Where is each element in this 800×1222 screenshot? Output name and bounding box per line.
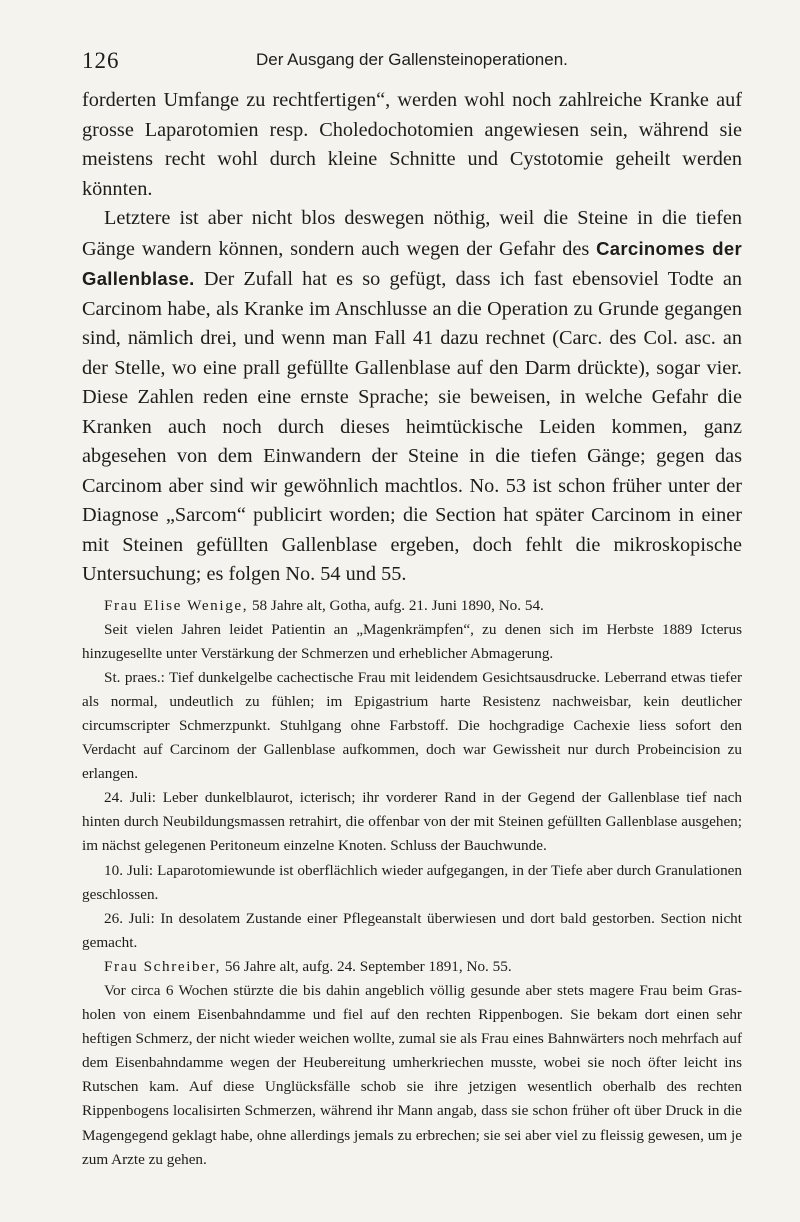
case-54-operation: 24. Juli: Leber dunkelblaurot, icterisch; ihr vorderer Rand in der Gegend der Gallenblase tief nach hinten durch Neubildungsmassen retrahirt, die offenbar von der mit Steinen gefüllten Gallenblase ausgehen; im nächst gelegenen Peritoneum einzelne Knoten. Schluss der Bauchwunde. <box>82 789 742 855</box>
case-reports <box>82 594 742 1172</box>
page-header <box>82 48 742 78</box>
paragraph-text: Letztere ist aber nicht blos deswegen nöthig, weil die Steine in die tiefen Gänge wandern können, sondern auch wegen der Gefahr des <box>82 207 742 260</box>
paragraph-continuation: forderten Umfange zu rechtfertigen“, werden wohl noch zahlreiche Kranke auf grosse Laparotomien resp. Choledochotomien angewiesen sein, während sie meistens recht wohl durch kleine Schnitte und Cystotomie geheilt werden könnten. <box>82 89 742 200</box>
case-54-history: Seit vielen Jahren leidet Patientin an „Magenkrämpfen“, zu denen sich im Herbste 1889 Icterus hinzugesellte unter Verstärkung der Schmerzen und erheblicher Abmagerung. <box>82 620 742 662</box>
emphasized-heading: Carcinomes der Gallenblase. <box>82 237 742 289</box>
paragraph-carcinoma <box>82 204 742 590</box>
main-text <box>82 86 742 590</box>
case-55-heading <box>82 955 742 979</box>
case-54-outcome: 26. Juli: In desolatem Zustande einer Pflegeanstalt überwiesen und dort bald gestorben. Section nicht gemacht. <box>82 909 742 951</box>
case-intro: 56 Jahre alt, aufg. 24. September 1891, No. 55. <box>221 957 512 975</box>
page-number: 126 <box>82 48 120 73</box>
case-55-history: Vor circa 6 Wochen stürzte die bis dahin angeblich völlig gesunde aber stets magere Frau beim Gras-holen von einem Eisenbahndamme und fiel auf den rechten Rippenbogen. Sie bekam dort einen sehr heftigen Schmerz, der nicht wieder weichen wollte, zumal sie als Frau eines Bahnwärters noch mehrfach auf dem Eisenbahndamme wegen der Heubereitung umherkriechen musste, wobei sie noch öfter leicht ins Rutschen kam. Auf diese Unglücksfälle schob sie ihre jetzigen wesentlich oberhalb des rechten Rippenbogens localisirten Schmerzen, während ihr Mann angab, dass sie schon früher oft über Druck in die Magengegend geklagt habe, ohne allerdings jemals zu erbrechen; sie sei aber viel zu fleissig gewesen, um je zum Arzte zu gehen. <box>82 982 742 1168</box>
case-intro: 58 Jahre alt, Gotha, aufg. 21. Juni 1890, No. 54. <box>248 596 544 614</box>
case-54-heading <box>82 594 742 618</box>
case-54-followup: 10. Juli: Laparotomiewunde ist oberflächlich wieder aufgegangen, in der Tiefe aber durch Granulationen geschlossen. <box>82 861 742 903</box>
paragraph-text: Der Zufall hat es so gefügt, dass ich fast ebensoviel Todte an Carcinom habe, als Kranke im Anschlusse an die Operation zu Grunde gegangen sind, nämlich drei, und wenn man Fall 41 dazu rechnet (Carc. des Col. asc. an der Stelle, wo eine prall gefüllte Gallenblase auf den Darm drückte), sogar vier. Diese Zahlen reden eine ernste Sprache; sie beweisen, in welche Gefahr die Kranken auch noch durch dieses heimtückische Leiden kommen, ganz abgesehen von dem Einwandern der Steine in die tiefen Gänge; gegen das Carcinom aber sind wir gewöhnlich machtlos. No. 53 ist schon früher unter der Diagnose „Sarcom“ publicirt worden; die Section hat später Carcinom in einer mit Steinen gefüllten Gallenblase ergeben, doch fehlt die mikroskopische Untersuchung; es folgen No. 54 und 55. <box>82 268 742 585</box>
case-54-status: St. praes.: Tief dunkelgelbe cachectische Frau mit leidendem Gesichtsausdrucke. Leberrand etwas tiefer als normal, undeutlich zu fühlen; im Epigastrium harte Resistenz nachweisbar, kein deutlicher circumscripter Schmerzpunkt. Stuhlgang ohne Farbstoff. Die hochgradige Cachexie liess sofort den Verdacht auf Carcinom der Gallenblase aufkommen, doch war Gewissheit nur durch Probeincision zu erlangen. <box>82 668 742 783</box>
patient-name: Frau Schreiber, <box>104 957 222 975</box>
running-head: Der Ausgang der Gallensteinoperationen. <box>256 50 568 69</box>
patient-name: Frau Elise Wenige, <box>104 596 249 614</box>
body-text <box>82 86 742 1172</box>
